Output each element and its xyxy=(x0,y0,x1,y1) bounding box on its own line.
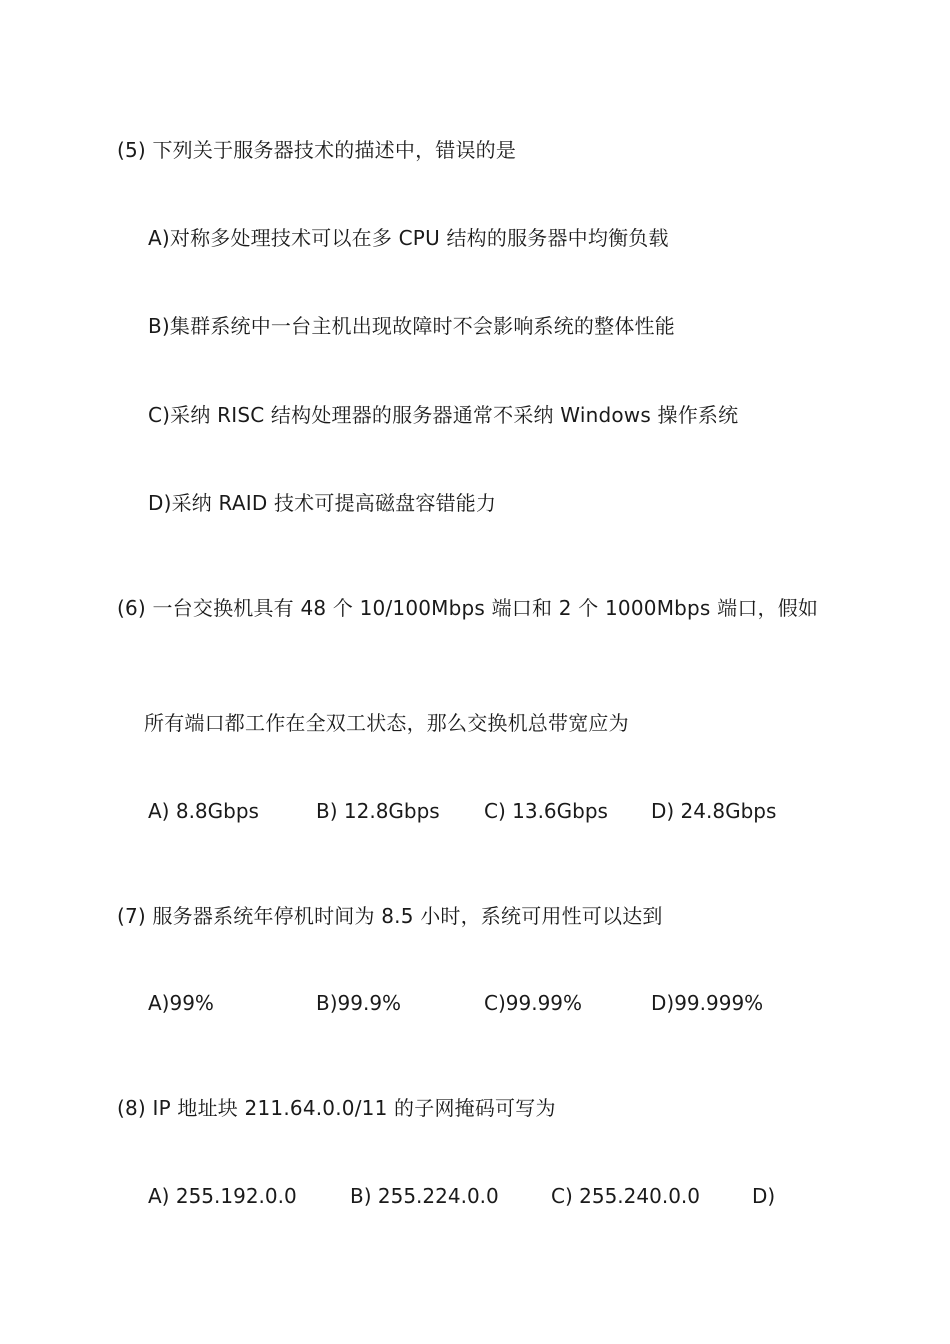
question-7-option-b: B)99.9% xyxy=(316,991,402,1015)
question-7-option-d: D)99.999% xyxy=(651,991,764,1015)
question-8-option-b: B) 255.224.0.0 xyxy=(350,1184,499,1208)
question-7-stem: (7) 服务器系统年停机时间为 8.5 小时，系统可用性可以达到 xyxy=(117,904,663,928)
question-5-stem: (5) 下列关于服务器技术的描述中，错误的是 xyxy=(117,138,517,162)
question-6-option-a: A) 8.8Gbps xyxy=(148,799,259,823)
question-5-option-d: D)采纳 RAID 技术可提高磁盘容错能力 xyxy=(148,491,497,515)
question-6-option-d: D) 24.8Gbps xyxy=(651,799,777,823)
question-6-stem: (6) 一台交换机具有 48 个 10/100Mbps 端口和 2 个 1000Mbps 端口，假如 xyxy=(117,596,819,620)
question-7-option-c: C)99.99% xyxy=(484,991,583,1015)
question-8-stem: (8) IP 地址块 211.64.0.0/11 的子网掩码可写为 xyxy=(117,1096,556,1120)
question-5-option-b: B)集群系统中一台主机出现故障时不会影响系统的整体性能 xyxy=(148,314,675,338)
question-7-option-a: A)99% xyxy=(148,991,214,1015)
question-8-option-d: D) xyxy=(752,1184,776,1208)
question-8-option-c: C) 255.240.0.0 xyxy=(551,1184,700,1208)
question-6-stem-continued: 所有端口都工作在全双工状态，那么交换机总带宽应为 xyxy=(144,711,629,735)
question-6-option-b: B) 12.8Gbps xyxy=(316,799,440,823)
question-5-option-c: C)采纳 RISC 结构处理器的服务器通常不采纳 Windows 操作系统 xyxy=(148,403,739,427)
question-6-option-c: C) 13.6Gbps xyxy=(484,799,608,823)
question-5-option-a: A)对称多处理技术可以在多 CPU 结构的服务器中均衡负载 xyxy=(148,226,669,250)
question-8-option-a: A) 255.192.0.0 xyxy=(148,1184,297,1208)
